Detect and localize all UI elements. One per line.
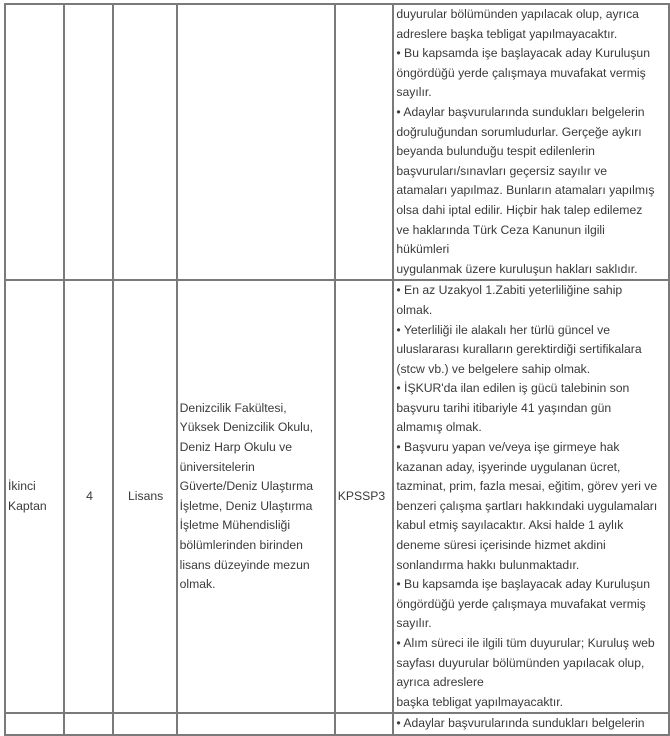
position-line: Kaptan [8,498,47,513]
requirement-line: öngördüğü yerde çalışmaya muvafakat vermiş [396,65,646,80]
requirements-cell [393,280,669,713]
department-line: Yüksek Denizcilik Okulu, [179,420,314,435]
requirement-line: başka tebligat yapılmayacaktır. [396,694,564,709]
requirement-line: • Bu kapsamda işe başlayacak aday Kuruluşun [396,577,650,592]
requirement-line: benzeri çalışma şartları hakkındaki uygulamaları [396,498,658,513]
table-row [5,713,669,735]
department-line: lisans düzeyinde mezun [179,557,310,572]
requirement-line: duyurular bölümünden yapılacak olup, ayrıca [396,7,639,21]
requirement-line: • Adaylar başvurularında sundukları belgelerin [396,104,645,119]
score-type-cell [335,713,394,735]
position-cell [5,280,64,713]
education-cell [113,713,177,735]
position-cell [5,4,64,280]
education-cell: Lisans [113,280,177,713]
requirement-line: tazminat, prim, fazla mesai, eğitim, görev yeri ve [396,479,658,494]
requirement-line: kazanan aday, işyerinde uygulanan ücret, [396,459,621,474]
education-cell [113,4,177,280]
requirement-line: ve haklarında Türk Ceza Kanunun ilgili [396,222,605,237]
department-line: Denizcilik Fakültesi, [179,400,287,415]
requirement-line: • Başvuru yapan ve/veya işe girmeye hak [396,440,620,455]
requirement-line: (stcw vb.) ve belgelere sahip olmak. [396,361,591,376]
requirement-line: beyanda bulunduğu tespit edilenlerin [396,144,595,159]
position-cell [5,713,64,735]
department-cell [177,713,335,735]
requirement-line: uygulanmak üzere kuruluşun hakları saklıdır. [396,261,638,276]
table-row [5,4,669,280]
department-line: üniversitelerin [179,459,255,474]
department-cell [177,4,335,280]
requirement-line: doğruluğundan sorumludurlar. Gerçeğe aykırı [396,124,642,139]
position-line: İkinci [8,479,36,494]
requirement-line: sonlandırma hakkı bulunmaktadır. [396,557,580,572]
requirement-line: • Yeterliliği ile alakalı her türlü güncel ve [396,322,611,337]
requirement-line: sayfası duyurular bölümünden yapılacak olup, [396,655,645,670]
requirement-line: başvuru tarihi itibariyle 41 yaşından gün [396,400,612,415]
requirement-line: başvuruları/sınavları geçersiz sayılır ve [396,163,608,178]
requirement-line: öngördüğü yerde çalışmaya muvafakat vermiş [396,596,646,611]
score-type-cell [335,4,394,280]
requirements-cell [393,713,669,735]
requirement-line: sayılır. [396,85,432,100]
department-cell [177,280,335,713]
requirement-line: almamış olmak. [396,420,482,435]
requirement-line: • Adaylar başvurularında sundukları belgelerin [396,716,645,731]
requirement-line: ayrıca adreslere [396,675,484,690]
requirement-line: deneme süresi içerisinde hizmet akdini [396,538,606,553]
count-cell [64,4,112,280]
requirement-line: • Alım süreci ile ilgili tüm duyurular; Kuruluş web [396,636,655,650]
requirement-line: olmak. [396,302,433,317]
requirement-line: adreslere başka tebligat yapılmayacaktır. [396,26,618,41]
count-cell: 4 [64,280,112,713]
table-row [5,280,669,713]
department-line: olmak. [179,577,216,592]
job-requirements-table [4,3,670,736]
requirement-line: • En az Uzakyol 1.Zabiti yeterliliğine sahip [396,283,623,298]
department-line: İşletme Mühendisliği [179,518,291,533]
requirement-line: sayılır. [396,616,432,631]
requirement-line: olsa dahi iptal edilir. Hiçbir hak talep edilemez [396,202,643,217]
score-type-cell: KPSSP3 [335,280,394,713]
department-line: bölümlerinden birinden [179,538,303,553]
requirements-cell [393,4,669,280]
requirement-line: atamaları yapılmaz. Bunların atamaları yapılmış [396,183,655,198]
department-line: İşletme, Deniz Ulaştırma [179,498,313,513]
requirement-line: kabul etmiş sayılacaktır. Aksi halde 1 aylık [396,518,624,533]
department-line: Deniz Harp Okulu ve [179,440,293,455]
requirement-line: • Bu kapsamda işe başlayacak aday Kuruluşun [396,46,650,61]
requirement-line: hükümleri [396,242,450,257]
requirement-line: uluslararası kuralların gerektirdiği sertifikalara [396,342,642,357]
department-line: Güverte/Deniz Ulaştırma [179,479,314,494]
count-cell [64,713,112,735]
requirement-line: • İŞKUR'da ilan edilen iş gücü talebinin son [396,381,630,396]
